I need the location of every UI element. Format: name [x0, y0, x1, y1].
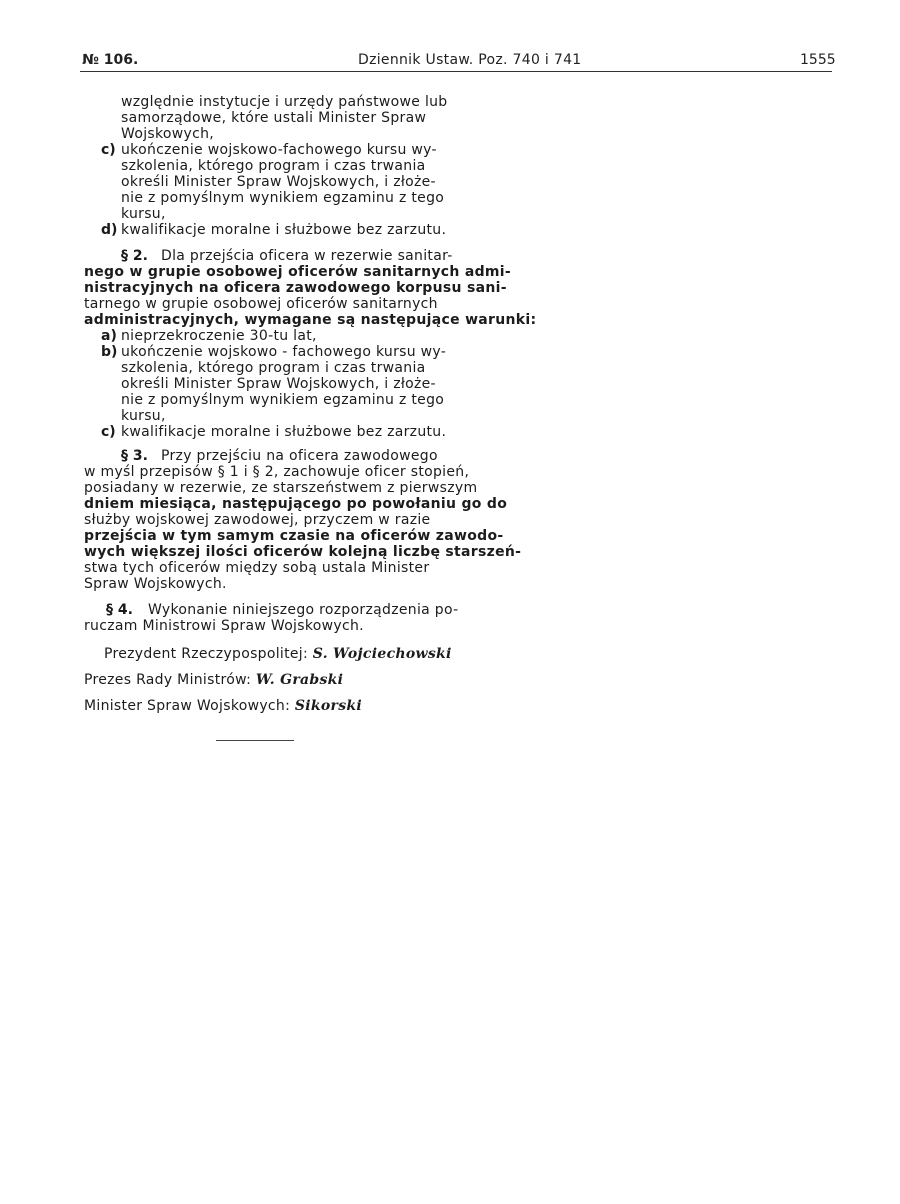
section-mark: § 2. — [121, 248, 148, 264]
text-line: kwalifikacje moralne i służbowe bez zarzutu. — [121, 222, 447, 238]
text-line: Wojskowych, — [121, 126, 215, 142]
text-line: wych większej ilości oficerów kolejną liczbę starszeń- — [84, 544, 522, 560]
text-line: kursu, — [121, 408, 166, 424]
text-line: służby wojskowej zawodowej, przyczem w razie — [84, 512, 431, 528]
text-line: w myśl przepisów § 1 i § 2, zachowuje oficer stopień, — [84, 464, 470, 480]
text-line: tarnego w grupie osobowej oficerów sanitarnych — [84, 296, 438, 312]
publication-title: Dziennik Ustaw. Poz. 740 i 741 — [358, 52, 582, 68]
section-mark: § 4. — [106, 602, 133, 618]
item-label: a) — [101, 328, 117, 344]
text-line: nie z pomyślnym wynikiem egzaminu z tego — [121, 190, 445, 206]
page-number: 1555 — [800, 52, 836, 68]
signature-name: Sikorski — [294, 698, 363, 714]
signature-role: Prezydent Rzeczypospolitej: — [104, 646, 309, 662]
item-label: c) — [101, 424, 116, 440]
text-line: względnie instytucje i urzędy państwowe lub — [121, 94, 448, 110]
text-line: ukończenie wojskowo-fachowego kursu wy- — [121, 142, 437, 158]
text-line: szkolenia, którego program i czas trwania — [121, 360, 426, 376]
signature-line — [104, 646, 452, 662]
signature-role: Minister Spraw Wojskowych: — [84, 698, 291, 714]
text-line: administracyjnych, wymagane są następujące warunki: — [84, 312, 537, 328]
item-label: b) — [101, 344, 118, 360]
text-line: samorządowe, które ustali Minister Spraw — [121, 110, 427, 126]
end-rule — [216, 740, 294, 741]
item-label: d) — [101, 222, 118, 238]
item-label: c) — [101, 142, 116, 158]
text-line: przejścia w tym samym czasie na oficerów zawodo- — [84, 528, 504, 544]
text-line: nieprzekroczenie 30-tu lat, — [121, 328, 317, 344]
text-line: Dla przejścia oficera w rezerwie sanitar- — [161, 248, 453, 264]
text-line: nego w grupie osobowej oficerów sanitarnych admi- — [84, 264, 511, 280]
header-rule — [80, 71, 832, 72]
text-line: Spraw Wojskowych. — [84, 576, 227, 592]
text-line: nie z pomyślnym wynikiem egzaminu z tego — [121, 392, 445, 408]
text-line: dniem miesiąca, następującego po powołaniu go do — [84, 496, 508, 512]
text-line: ruczam Ministrowi Spraw Wojskowych. — [84, 618, 364, 634]
text-line: szkolenia, którego program i czas trwania — [121, 158, 426, 174]
text-line: ukończenie wojskowo - fachowego kursu wy- — [121, 344, 447, 360]
signature-name: S. Wojciechowski — [312, 646, 452, 662]
signature-line — [84, 672, 343, 688]
text-line: posiadany w rezerwie, ze starszeństwem z pierwszym — [84, 480, 478, 496]
signature-line — [84, 698, 362, 714]
text-line: Przy przejściu na oficera zawodowego — [161, 448, 438, 464]
issue-number: № 106. — [82, 52, 139, 68]
text-line: nistracyjnych na oficera zawodowego korpusu sani- — [84, 280, 507, 296]
signature-role: Prezes Rady Ministrów: — [84, 672, 252, 688]
text-line: określi Minister Spraw Wojskowych, i złoże- — [121, 376, 436, 392]
text-line: określi Minister Spraw Wojskowych, i złoże- — [121, 174, 436, 190]
text-line: stwa tych oficerów między sobą ustala Minister — [84, 560, 430, 576]
text-line: kursu, — [121, 206, 166, 222]
section-mark: § 3. — [121, 448, 148, 464]
text-line: kwalifikacje moralne i służbowe bez zarzutu. — [121, 424, 447, 440]
text-line: Wykonanie niniejszego rozporządzenia po- — [148, 602, 459, 618]
signature-name: W. Grabski — [255, 672, 344, 688]
